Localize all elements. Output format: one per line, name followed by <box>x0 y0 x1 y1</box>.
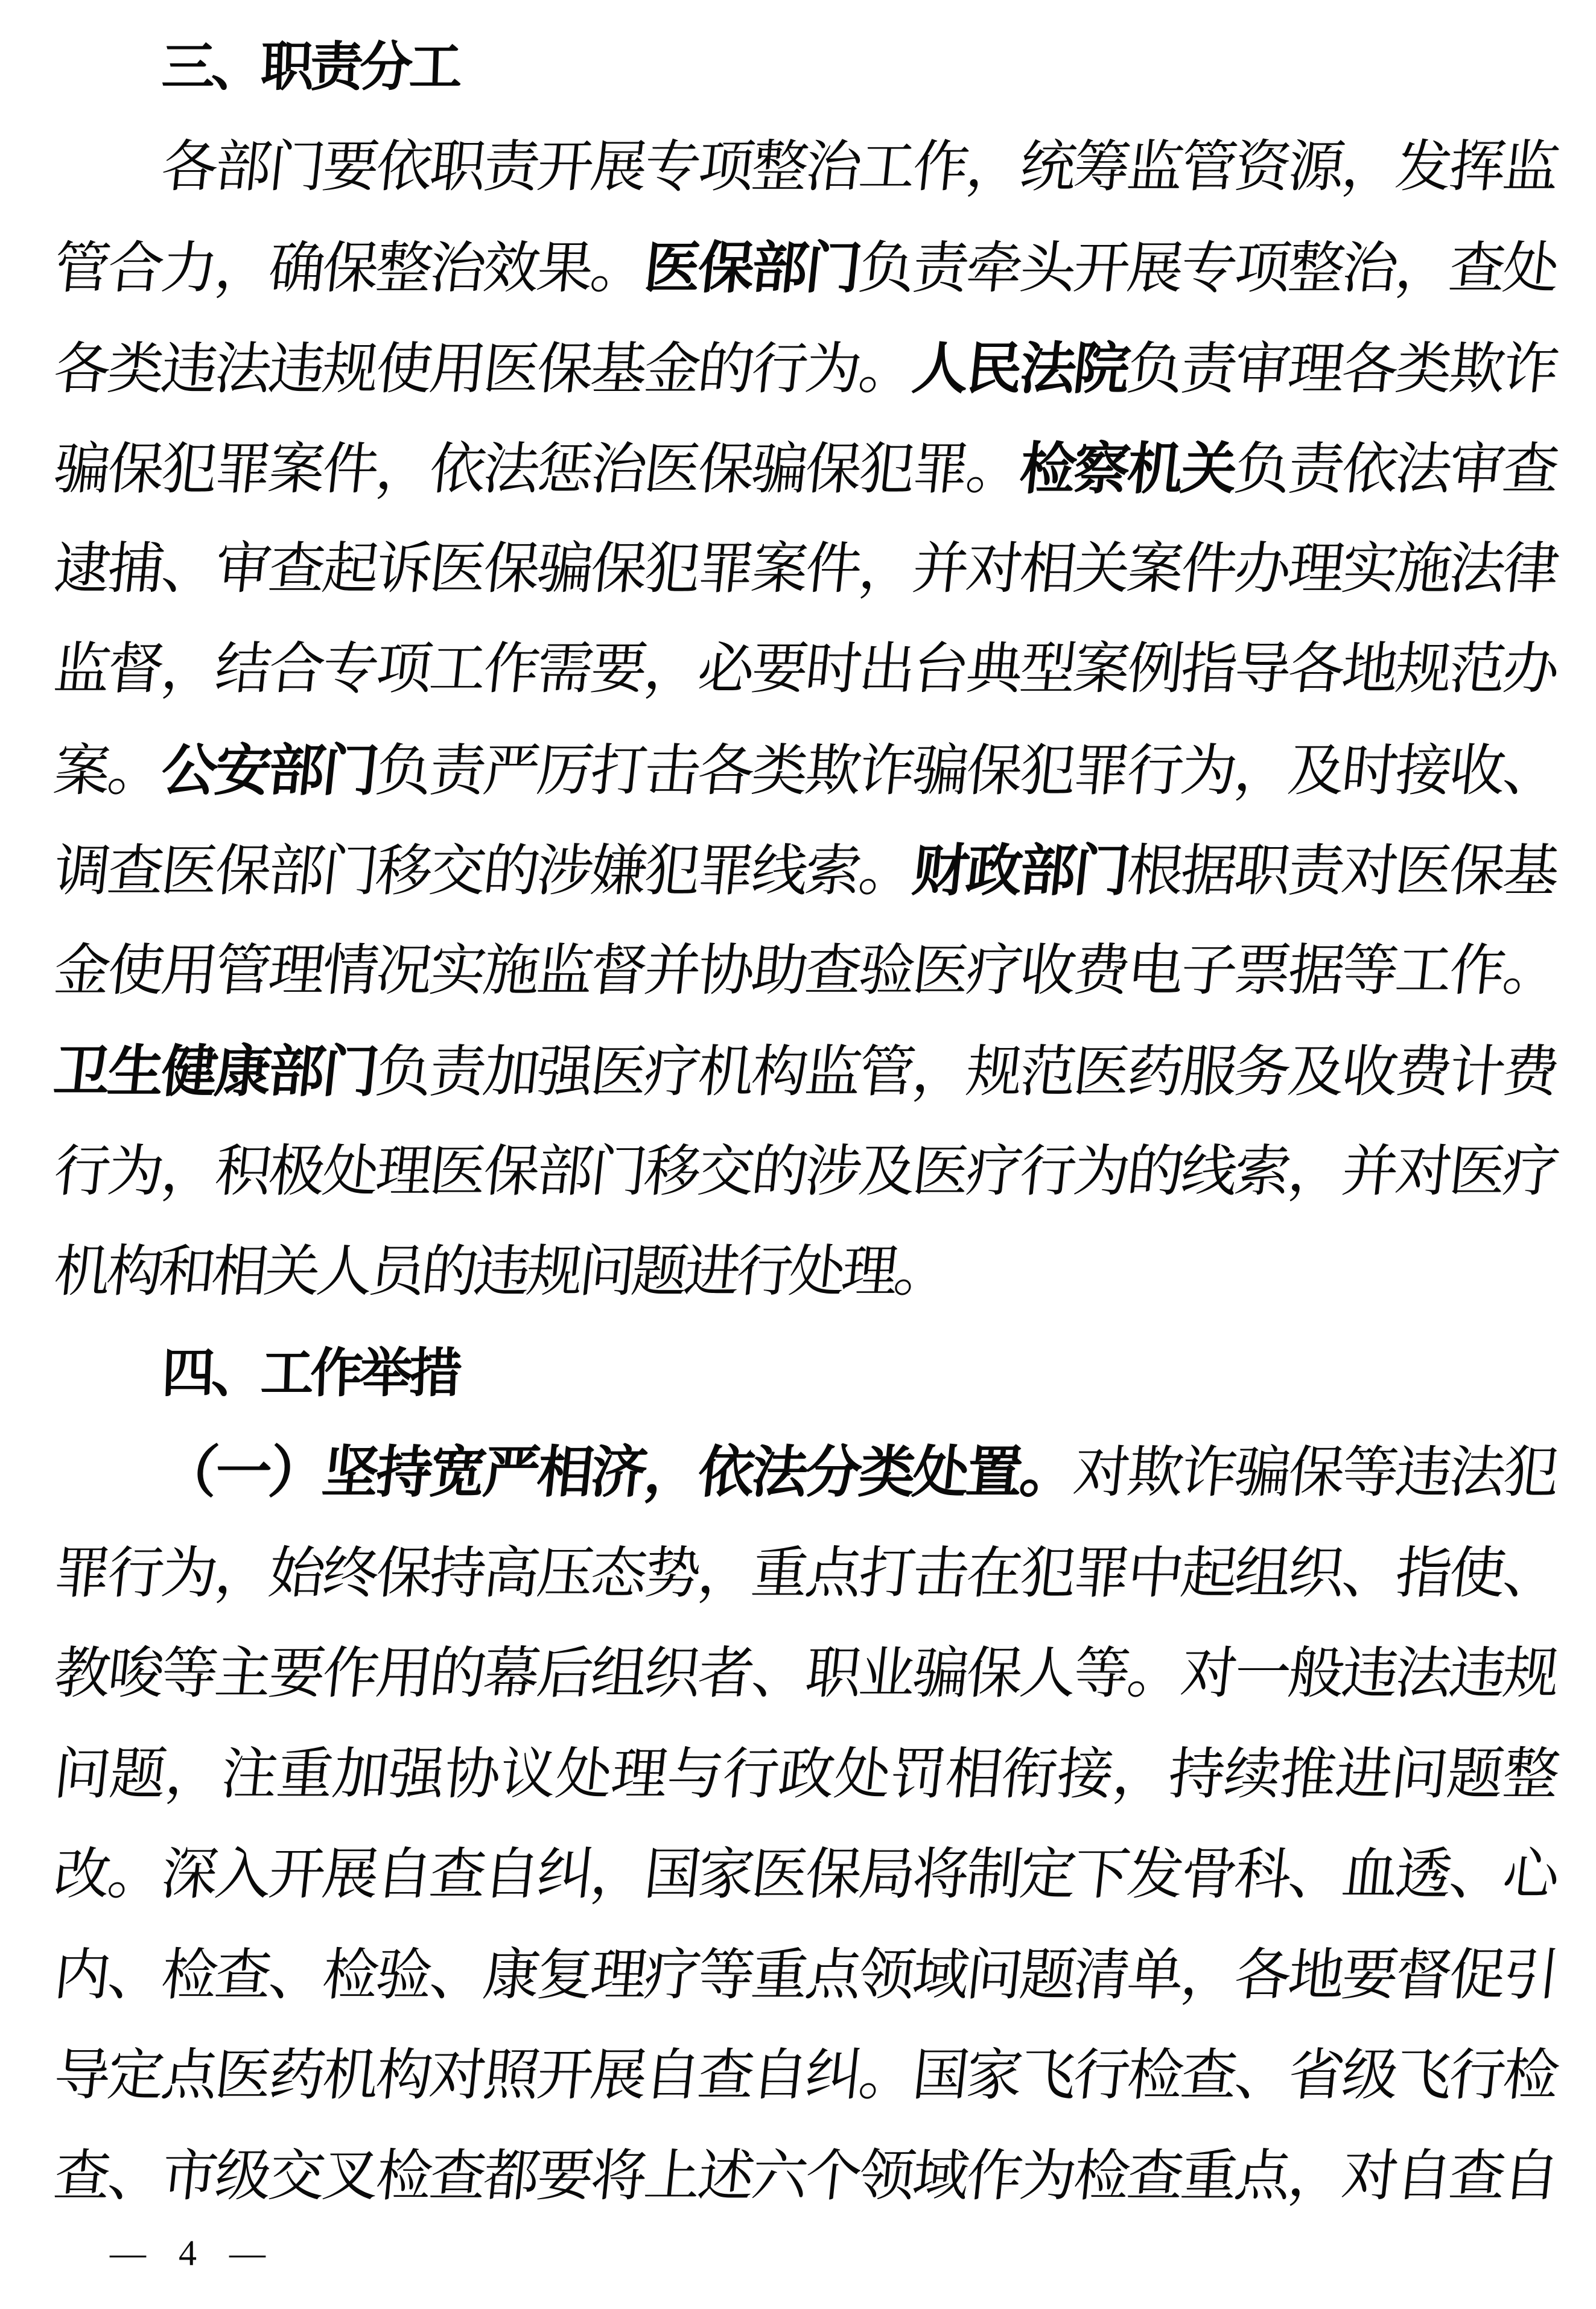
text-line <box>49 1825 1561 1926</box>
text-line <box>49 519 1561 620</box>
text-run: 内、检查、检验、康复理疗等重点领域问题清单，各地要督促引 <box>51 1944 1559 2007</box>
text-run: 查、市级交叉检查都要将上述六个领域作为检查重点，对自查自 <box>51 2145 1559 2208</box>
text-line <box>49 1021 1561 1122</box>
footer-dash-right: — <box>229 2233 265 2273</box>
emphasis-department-bold: 人民法院 <box>909 337 1131 400</box>
text-run: 教唆等主要作用的幕后组织者、职业骗保人等。对一般违法违规 <box>51 1643 1559 1705</box>
emphasis-department-bold: 公安部门 <box>158 738 380 802</box>
emphasis-department-bold: 卫生健康部门 <box>51 1040 380 1103</box>
text-run: 案。 <box>51 740 165 802</box>
emphasis-department-bold: 三、职责分工 <box>161 37 460 97</box>
emphasis-department-bold: 四、工作举措 <box>161 1342 460 1403</box>
emphasis-subsection-title: （一）坚持宽严相济，依法分类处置。 <box>158 1442 1078 1504</box>
text-line <box>49 921 1561 1022</box>
text-line <box>49 1423 1561 1524</box>
text-run: 金使用管理情况实施监督并协助查验医疗收费电子票据等工作。 <box>51 939 1559 1002</box>
text-line <box>49 118 1561 218</box>
text-run: 根据职责对医保基 <box>1124 840 1559 903</box>
text-run: 负责严厉打击各类欺诈骗保犯罪行为，及时接收、 <box>373 740 1559 802</box>
text-line <box>49 319 1561 419</box>
text-run: 骗保犯罪案件，依法惩治医保骗保犯罪。 <box>51 439 1023 501</box>
text-line <box>49 1624 1561 1725</box>
text-run: 负责牵头开展专项整治，查处 <box>856 238 1559 300</box>
emphasis-department-bold: 检察机关 <box>1017 437 1238 500</box>
text-run: 行为，积极处理医保部门移交的涉及医疗行为的线索，并对医疗 <box>51 1140 1559 1203</box>
page-number: 4 <box>179 2233 197 2273</box>
text-run: 导定点医药机构对照开展自查自纠。国家飞行检查、省级飞行检 <box>51 2045 1559 2107</box>
text-line <box>49 1926 1561 2027</box>
text-run: 负责依法审查 <box>1231 439 1559 501</box>
text-line <box>49 2026 1561 2127</box>
text-line <box>49 2127 1561 2228</box>
text-line <box>49 218 1561 319</box>
text-run: 问题，注重加强协议处理与行政处罚相衔接，持续推进问题整 <box>51 1743 1559 1806</box>
text-run: 负责审理各类欺诈 <box>1124 338 1559 401</box>
section-heading <box>52 1323 1557 1424</box>
emphasis-department-bold: 财政部门 <box>909 839 1131 902</box>
document-body <box>51 17 1559 2227</box>
text-line <box>49 1222 1561 1323</box>
emphasis-department-bold: 医保部门 <box>641 237 863 299</box>
text-run: 负责加强医疗机构监管，规范医药服务及收费计费 <box>373 1041 1559 1104</box>
text-line <box>49 419 1561 519</box>
section-heading <box>52 17 1557 118</box>
text-line <box>49 620 1561 720</box>
text-run: 对欺诈骗保等违法犯 <box>1070 1442 1559 1504</box>
text-run: 调查医保部门移交的涉嫌犯罪线索。 <box>51 840 917 903</box>
text-run: 机构和相关人员的违规问题进行处理。 <box>51 1241 950 1303</box>
text-run: 改。深入开展自查自纠，国家医保局将制定下发骨科、血透、心 <box>51 1844 1559 1906</box>
text-run: 管合力，确保整治效果。 <box>51 238 648 300</box>
text-run: 逮捕、审查起诉医保骗保犯罪案件，并对相关案件办理实施法律 <box>51 538 1559 600</box>
text-run: 各类违法违规使用医保基金的行为。 <box>51 338 917 401</box>
footer-dash-left: — <box>110 2233 146 2273</box>
page-footer <box>110 2232 265 2274</box>
text-line <box>49 720 1561 821</box>
text-line <box>49 821 1561 921</box>
text-line <box>49 1524 1561 1625</box>
text-run: 各部门要依职责开展专项整治工作，统筹监管资源，发挥监 <box>158 136 1559 199</box>
text-line <box>49 1725 1561 1826</box>
text-run: 罪行为，始终保持高压态势，重点打击在犯罪中起组织、指使、 <box>51 1542 1559 1605</box>
text-run: 监督，结合专项工作需要，必要时出台典型案例指导各地规范办 <box>51 638 1559 700</box>
text-line <box>49 1122 1561 1223</box>
